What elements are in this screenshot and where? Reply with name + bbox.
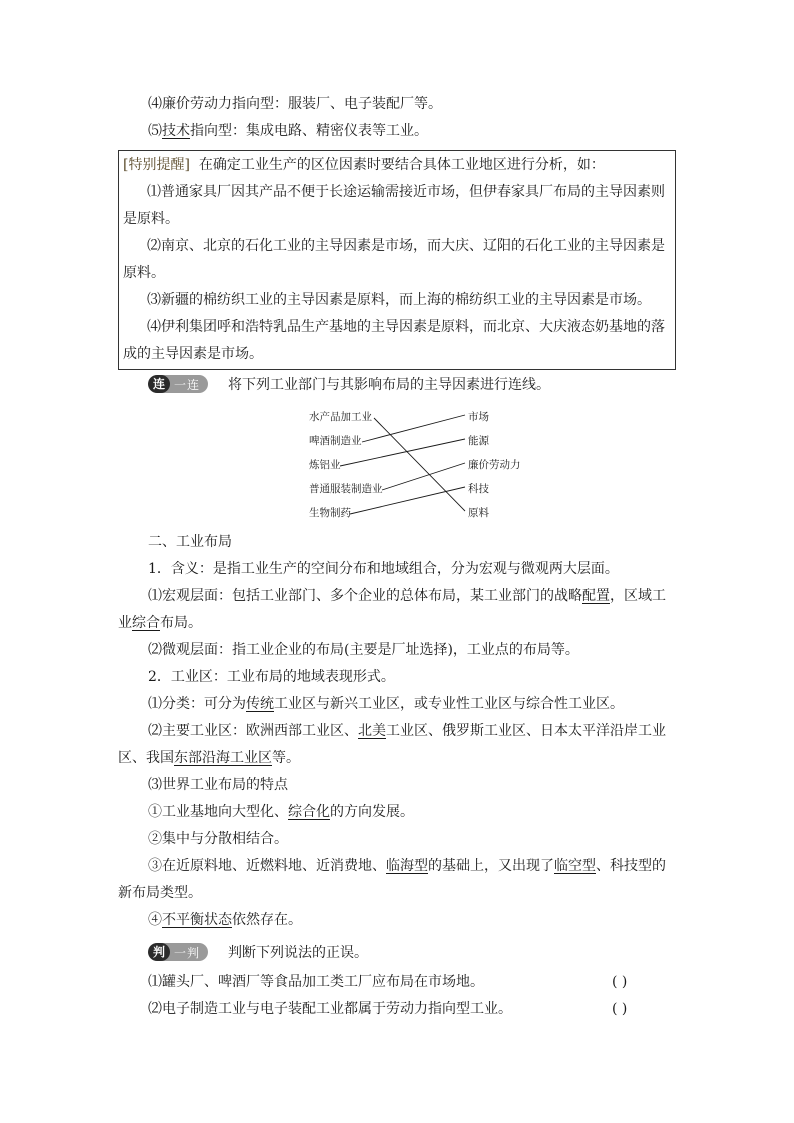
connection-line xyxy=(374,418,465,511)
left-item: 生物制药 xyxy=(309,507,351,519)
matching-diagram xyxy=(300,402,540,526)
judge-item-1: ⑴罐头厂、啤酒厂等食品加工类工厂应布局在市场地。 xyxy=(148,974,484,990)
connect-badge: 连 一连 xyxy=(148,375,208,393)
left-item: 炼铝业 xyxy=(309,459,341,471)
left-item: 啤酒制造业 xyxy=(309,435,362,447)
definition: 1．含义：是指工业生产的空间分布和地域组合，分为宏观与微观两大层面。 xyxy=(148,561,619,577)
special-reminder-box xyxy=(118,150,676,370)
industrial-zone: 2．工业区：工业布局的地域表现形式。 xyxy=(148,669,395,685)
feature-3: ③在近原料地、近燃料地、近消费地、临海型的基础上，又出现了临空型、科技型的新布局类型。 xyxy=(118,858,666,901)
micro-level: ⑵微观层面：指工业企业的布局(主要是厂址选择)，工业点的布局等。 xyxy=(148,642,579,658)
feature-1: ①工业基地向大型化、综合化的方向发展。 xyxy=(148,804,414,820)
right-item: 能源 xyxy=(468,435,489,447)
features-title: ⑶世界工业布局的特点 xyxy=(148,777,288,793)
answer-blank-2[interactable]: ( ) xyxy=(612,1001,628,1017)
note-item-2: ⑵南京、北京的石化工业的主导因素是市场，而大庆、辽阳的石化工业的主导因素是原料。 xyxy=(123,238,665,281)
note-item-3: ⑶新疆的棉纺织工业的主导因素是原料，而上海的棉纺织工业的主导因素是市场。 xyxy=(147,292,651,308)
note-tag: [特别提醒] xyxy=(123,157,190,173)
left-item: 水产品加工业 xyxy=(309,411,372,423)
main-zones: ⑵主要工业区：欧洲西部工业区、北美工业区、俄罗斯工业区、日本太平洋沿岸工业区、我国东部沿海工业区等。 xyxy=(118,723,666,766)
macro-level: ⑴宏观层面：包括工业部门、多个企业的总体布局，某工业部门的战略配置，区域工业综合布局。 xyxy=(118,588,666,631)
item-tech-oriented: ⑸技术指向型：集成电路、精密仪表等工业。 xyxy=(148,123,428,139)
right-item: 廉价劳动力 xyxy=(468,459,521,471)
right-item: 科技 xyxy=(468,483,489,495)
connection-line xyxy=(382,463,465,490)
judge-item-2: ⑵电子制造工业与电子装配工业都属于劳动力指向型工业。 xyxy=(148,1001,512,1017)
answer-blank-1[interactable]: ( ) xyxy=(612,974,628,990)
feature-4: ④不平衡状态依然存在。 xyxy=(148,912,302,928)
connect-instruction: 将下列工业部门与其影响布局的主导因素进行连线。 xyxy=(228,377,550,393)
judge-instruction: 判断下列说法的正误。 xyxy=(228,945,368,961)
right-item: 原料 xyxy=(468,507,489,519)
feature-2: ②集中与分散相结合。 xyxy=(148,831,288,847)
note-intro: [特别提醒] 在确定工业生产的区位因素时要结合具体工业地区进行分析，如： xyxy=(123,157,605,173)
item-labor-oriented: ⑷廉价劳动力指向型：服装厂、电子装配厂等。 xyxy=(148,96,442,112)
left-item: 普通服装制造业 xyxy=(309,483,383,495)
classification: ⑴分类：可分为传统工业区与新兴工业区，或专业性工业区与综合性工业区。 xyxy=(148,696,624,712)
judge-badge: 判 一判 xyxy=(148,943,208,961)
right-item: 市场 xyxy=(468,411,489,423)
underlined-term: 技术 xyxy=(162,123,190,139)
connection-line xyxy=(362,415,465,442)
note-item-1: ⑴普通家具厂因其产品不便于长途运输需接近市场，但伊春家具厂布局的主导因素则是原料。 xyxy=(123,184,665,227)
section-heading: 二、工业布局 xyxy=(148,534,232,550)
note-item-4: ⑷伊利集团呼和浩特乳品生产基地的主导因素是原料，而北京、大庆液态奶基地的落成的主导因素是市场。 xyxy=(123,319,665,362)
